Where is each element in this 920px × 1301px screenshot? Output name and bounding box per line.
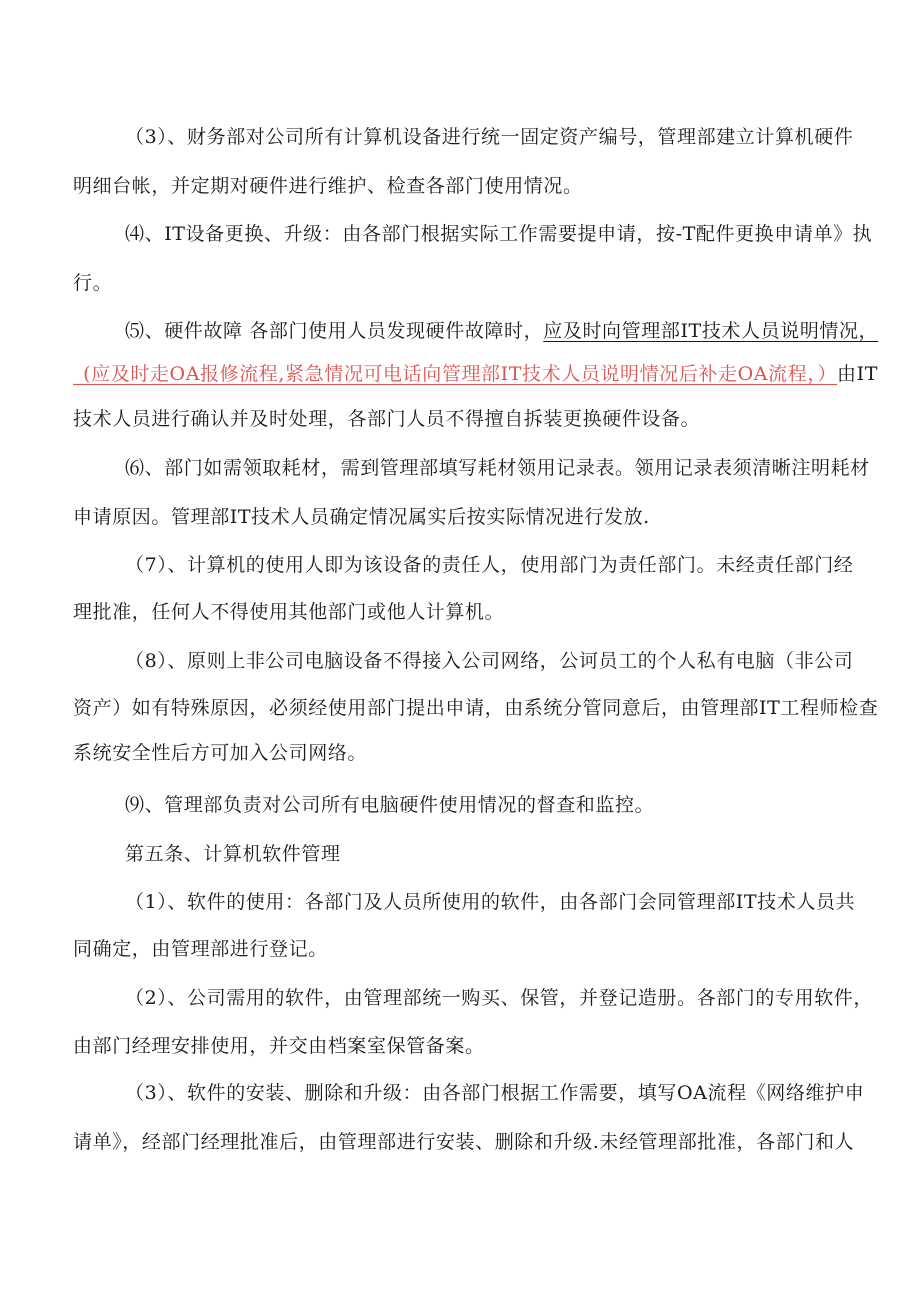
text-segment: ⑸、硬件故障 各部门使用人员发现硬件故障时， (125, 320, 544, 342)
text-line: 系统安全性后方可加入公司网络。 (73, 742, 368, 764)
text-line: 明细台帐，并定期对硬件进行维护、检查各部门使用情况。 (73, 175, 583, 197)
underlined-text: 应及时向管理部IT技术人员说明情况， (543, 320, 879, 342)
text-segment: 由IT (837, 363, 879, 385)
text-line: 由部门经理安排使用，并交由档案室保管备案。 (73, 1035, 485, 1057)
text-line: 同确定，由管理部进行登记。 (73, 938, 328, 960)
section-heading: 第五条、计算机软件管理 (125, 843, 341, 865)
text-line: 请单》，经部门经理批准后，由管理部进行安装、删除和升级.未经管理部批准，各部门和人 (73, 1131, 855, 1153)
text-line (125, 319, 878, 343)
text-line: （8）、原则上非公司电脑设备不得接入公司网络，公诃员工的个人私有电脑（非公司 (125, 650, 854, 672)
text-line: 资产）如有特殊原因，必须经使用部门提出申请，由系统分管同意后，由管理部IT工程师检查 (73, 697, 879, 719)
highlighted-note: _(应及时走OA报修流程,紧急情况可电话向管理部IT技术人员说明情况后补走OA流程，） (73, 363, 838, 385)
text-line: （2）、公司需用的软件，由管理部统一购买、保管，并登记造册。各部门的专用软件， (125, 987, 873, 1009)
text-line: （1）、软件的使用：各部门及人员所使用的软件，由各部门会同管理部IT技术人员共 (125, 891, 856, 913)
text-line: 行。 (73, 272, 113, 294)
text-line: 理批准，任何人不得使用其他部门或他人计算机。 (73, 601, 505, 623)
text-line: （7）、计算机的使用人即为该设备的责任人，使用部门为责任部门。未经责任部门经 (125, 554, 854, 576)
text-line: ⑷、IT设备更换、升级：由各部门根据实际工作需要提申请，按-T配件更换申请单》执 (125, 223, 873, 245)
text-line (73, 362, 878, 386)
text-line: ⑼、管理部负责对公司所有电脑硬件使用情况的督查和监控。 (125, 794, 655, 816)
text-line: ⑹、部门如需领取耗材，需到管理部填写耗材领用记录表。领用记录表须清晰注明耗材 (125, 457, 870, 479)
text-line: 技术人员进行确认并及时处理，各部门人员不得擅自拆装更换硬件设备。 (73, 408, 701, 430)
text-line: 申请原因。管理部IT技术人员确定情况属实后按实际情况进行发放. (73, 506, 650, 528)
text-line: （3）、软件的安装、删除和升级：由各部门根据工作需要，填写OA流程《网络维护申 (125, 1082, 865, 1104)
text-line: （3）、财务部对公司所有计算机设备进行统一固定资产编号，管理部建立计算机硬件 (125, 126, 854, 148)
